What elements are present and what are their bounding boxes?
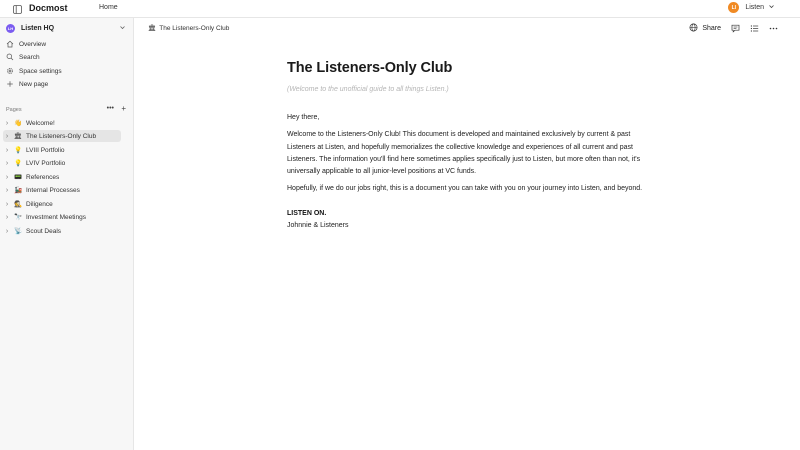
chevron-right-icon[interactable]: › [5, 213, 9, 221]
breadcrumb-emoji: 🏛 [148, 25, 157, 32]
sidebar-item-overview[interactable] [6, 38, 128, 50]
page-title[interactable]: The Listeners-Only Club [287, 60, 453, 76]
page-label: Internal Processes [26, 186, 80, 194]
chevron-down-icon [768, 3, 775, 12]
page-tree-item[interactable] [3, 225, 121, 237]
page-tree-item[interactable] [3, 171, 121, 183]
page-actions [689, 23, 778, 34]
add-page-icon[interactable]: + [121, 104, 126, 113]
signature[interactable]: Johnnie & Listeners [287, 221, 349, 229]
sidebar-item-new-page[interactable] [6, 78, 128, 90]
space-avatar: LH [7, 25, 14, 31]
page-emoji: 💡 [13, 147, 23, 154]
chevron-right-icon[interactable]: › [5, 186, 9, 194]
share-label: Share [702, 25, 721, 32]
space-name: Listen HQ [21, 24, 55, 32]
page-tree-item[interactable] [3, 198, 121, 210]
document-editor[interactable] [287, 60, 647, 229]
chevron-right-icon[interactable]: › [5, 200, 9, 208]
share-button[interactable] [689, 23, 721, 34]
home-link[interactable]: Home [99, 4, 118, 11]
gear-icon [6, 67, 14, 75]
sidebar-item-search[interactable] [6, 51, 128, 63]
breadcrumb-title: The Listeners-Only Club [159, 24, 230, 32]
chevron-down-icon [119, 24, 126, 33]
sidebar-toggle-icon[interactable] [12, 4, 22, 14]
chevron-right-icon[interactable]: › [5, 119, 9, 127]
page-tree-item[interactable] [3, 144, 121, 156]
greeting-paragraph[interactable]: Hey there, [287, 114, 320, 121]
page-emoji: 🔭 [13, 214, 23, 221]
page-tree-item[interactable] [3, 184, 121, 196]
page-tree-item[interactable] [3, 117, 121, 129]
breadcrumb[interactable] [148, 24, 229, 32]
space-switcher[interactable] [6, 22, 128, 34]
page-emoji: 🕵 [13, 201, 23, 208]
page-label: LVIV Portfolio [26, 159, 66, 167]
page-label: The Listeners-Only Club [26, 132, 97, 140]
page-label: Diligence [26, 200, 53, 208]
more-icon[interactable]: ••• [106, 105, 114, 112]
app-logo[interactable]: Docmost [29, 3, 68, 13]
avatar: LI [728, 2, 739, 13]
globe-icon [689, 23, 698, 34]
page-subtitle[interactable]: (Welcome to the unofficial guide to all things Listen.) [287, 86, 449, 93]
chevron-right-icon[interactable]: › [5, 132, 9, 140]
chevron-right-icon[interactable]: › [5, 159, 9, 167]
user-menu[interactable] [728, 2, 775, 13]
signoff[interactable]: LISTEN ON. [287, 209, 327, 217]
page-emoji: 💡 [13, 160, 23, 167]
document-body[interactable] [287, 112, 647, 196]
page-emoji: 📡 [13, 228, 23, 235]
user-name: Listen [745, 4, 764, 11]
chevron-right-icon[interactable]: › [5, 227, 9, 235]
page-emoji: 🚂 [13, 187, 23, 194]
page-label: LVIII Portfolio [26, 146, 65, 154]
pages-label: Pages [6, 107, 22, 113]
page-tree-item[interactable] [3, 157, 121, 169]
closing-paragraph[interactable]: Hopefully, if we do our jobs right, this is a document you can take with you on your journey into Listen, and beyond. [287, 185, 643, 193]
comments-icon[interactable] [730, 24, 740, 34]
intro-paragraph[interactable]: Welcome to the Listeners-Only Club! This document is developed and maintained exclusively by current & past Listeners at Listen, and hopefully memorializes the collective knowledge and experiences of all current and past Listeners. The information you'll find here sometimes applies specifically just to Listen, but more often than not, it's universally applicable to all junior-level positions at VC funds. [287, 131, 641, 176]
page-emoji: 🏛 [13, 133, 23, 140]
page-label: Welcome! [26, 119, 55, 127]
sidebar-item-label: Overview [19, 40, 47, 48]
more-icon[interactable] [768, 24, 778, 34]
sidebar-item-label: Search [19, 53, 40, 61]
home-icon [6, 40, 14, 48]
pages-section-header [6, 105, 128, 115]
sidebar-item-label: Space settings [19, 67, 62, 75]
sidebar-item-label: New page [19, 80, 49, 88]
plus-icon [6, 80, 14, 88]
page-emoji: 📟 [13, 174, 23, 181]
page-tree-item-active[interactable] [3, 130, 121, 142]
table-of-contents-icon[interactable] [749, 24, 759, 34]
sidebar-item-space-settings[interactable] [6, 65, 128, 77]
search-icon [6, 53, 14, 61]
top-bar [0, 0, 800, 18]
page-tree-item[interactable] [3, 211, 121, 223]
chevron-right-icon[interactable]: › [5, 146, 9, 154]
chevron-right-icon[interactable]: › [5, 173, 9, 181]
sidebar [0, 18, 134, 450]
page-label: Investment Meetings [26, 213, 86, 221]
page-label: References [26, 173, 60, 181]
page-label: Scout Deals [26, 227, 62, 235]
page-emoji: 👋 [13, 120, 23, 127]
